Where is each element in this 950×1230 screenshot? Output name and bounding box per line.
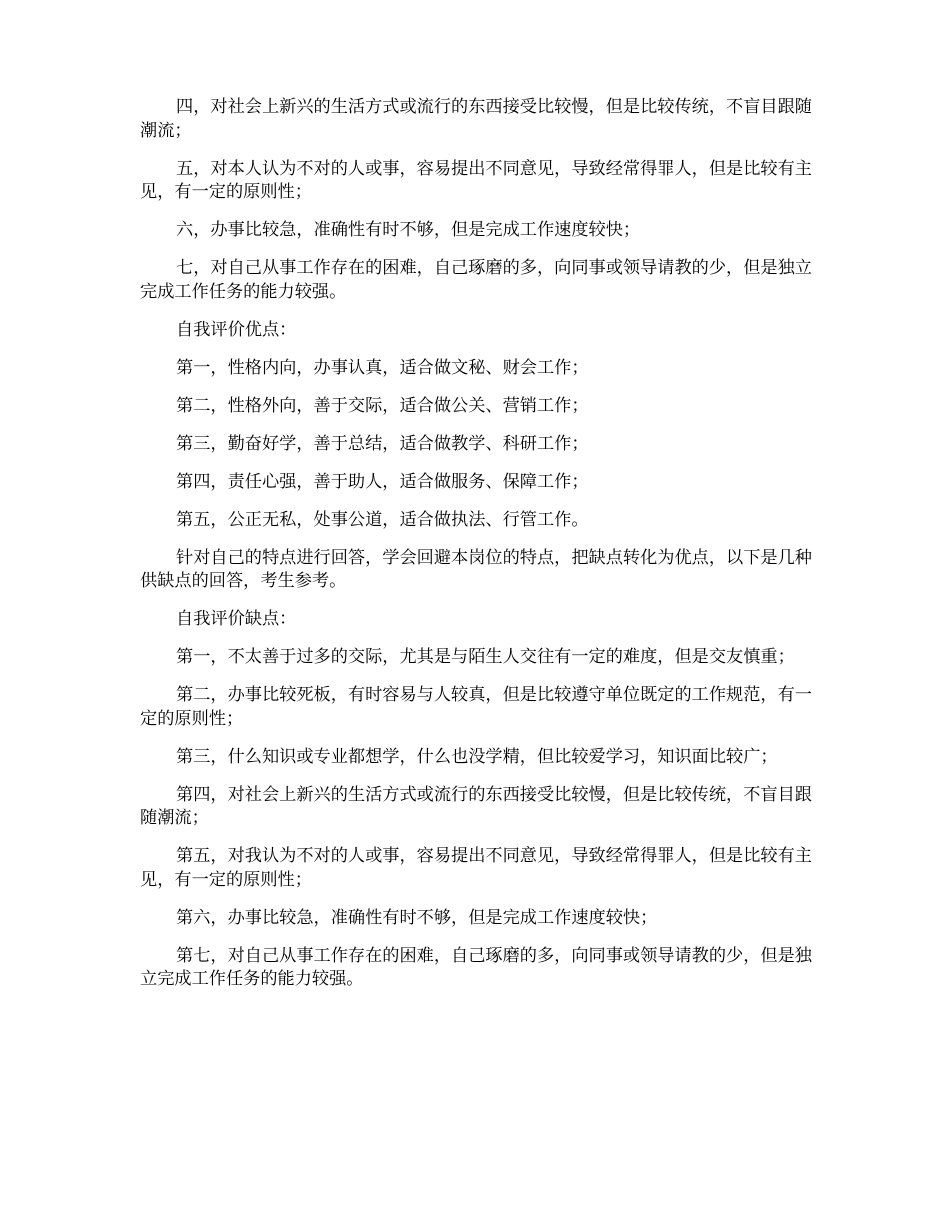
guidance-paragraph: 针对自己的特点进行回答，学会回避本岗位的特点，把缺点转化为优点，以下是几种供缺点的回答，考生参考。 [140, 547, 812, 591]
strength-item-4: 第四，责任心强，善于助人，适合做服务、保障工作； [176, 471, 589, 492]
strength-item-5: 第五，公正无私，处事公道，适合做执法、行管工作。 [176, 509, 589, 530]
paragraph-item-four: 四，对社会上新兴的生活方式或流行的东西接受比较慢，但是比较传统，不盲目跟随潮流； [140, 97, 812, 141]
paragraph-item-seven: 七，对自己从事工作存在的困难，自己琢磨的多，向同事或领导请教的少，但是独立完成工作任务的能力较强。 [140, 258, 812, 302]
paragraph-item-six: 六，办事比较急，准确性有时不够，但是完成工作速度较快； [176, 220, 641, 240]
document-body [140, 96, 822, 1006]
weakness-item-3: 第三，什么知识或专业都想学，什么也没学精，但比较爱学习，知识面比较广； [176, 746, 778, 767]
weakness-item-1: 第一，不太善于过多的交际，尤其是与陌生人交往有一定的难度，但是交友慎重； [176, 647, 795, 667]
strength-item-3: 第三，勤奋好学，善于总结，适合做教学、科研工作； [176, 433, 589, 454]
strength-item-2: 第二，性格外向，善于交际，适合做公关、营销工作； [176, 395, 589, 416]
weakness-item-6: 第六，办事比较急，准确性有时不够，但是完成工作速度较快； [176, 907, 658, 928]
weakness-item-4: 第四，对社会上新兴的生活方式或流行的东西接受比较慢，但是比较传统，不盲目跟随潮流； [140, 784, 812, 828]
paragraph-item-five: 五，对本人认为不对的人或事，容易提出不同意见，导致经常得罪人，但是比较有主见，有一定的原则性； [140, 158, 812, 202]
weakness-item-5: 第五，对我认为不对的人或事，容易提出不同意见，导致经常得罪人，但是比较有主见，有一定的原则性； [140, 846, 812, 890]
weaknesses-heading: 自我评价缺点： [176, 609, 297, 629]
weakness-item-7: 第七，对自己从事工作存在的困难，自己琢磨的多，向同事或领导请教的少，但是独立完成工作任务的能力较强。 [140, 945, 812, 989]
weakness-item-2: 第二，办事比较死板，有时容易与人较真，但是比较遵守单位既定的工作规范，有一定的原则性； [140, 685, 812, 729]
strengths-heading: 自我评价优点： [176, 319, 297, 340]
strength-item-1: 第一，性格内向，办事认真，适合做文秘、财会工作； [176, 357, 589, 378]
